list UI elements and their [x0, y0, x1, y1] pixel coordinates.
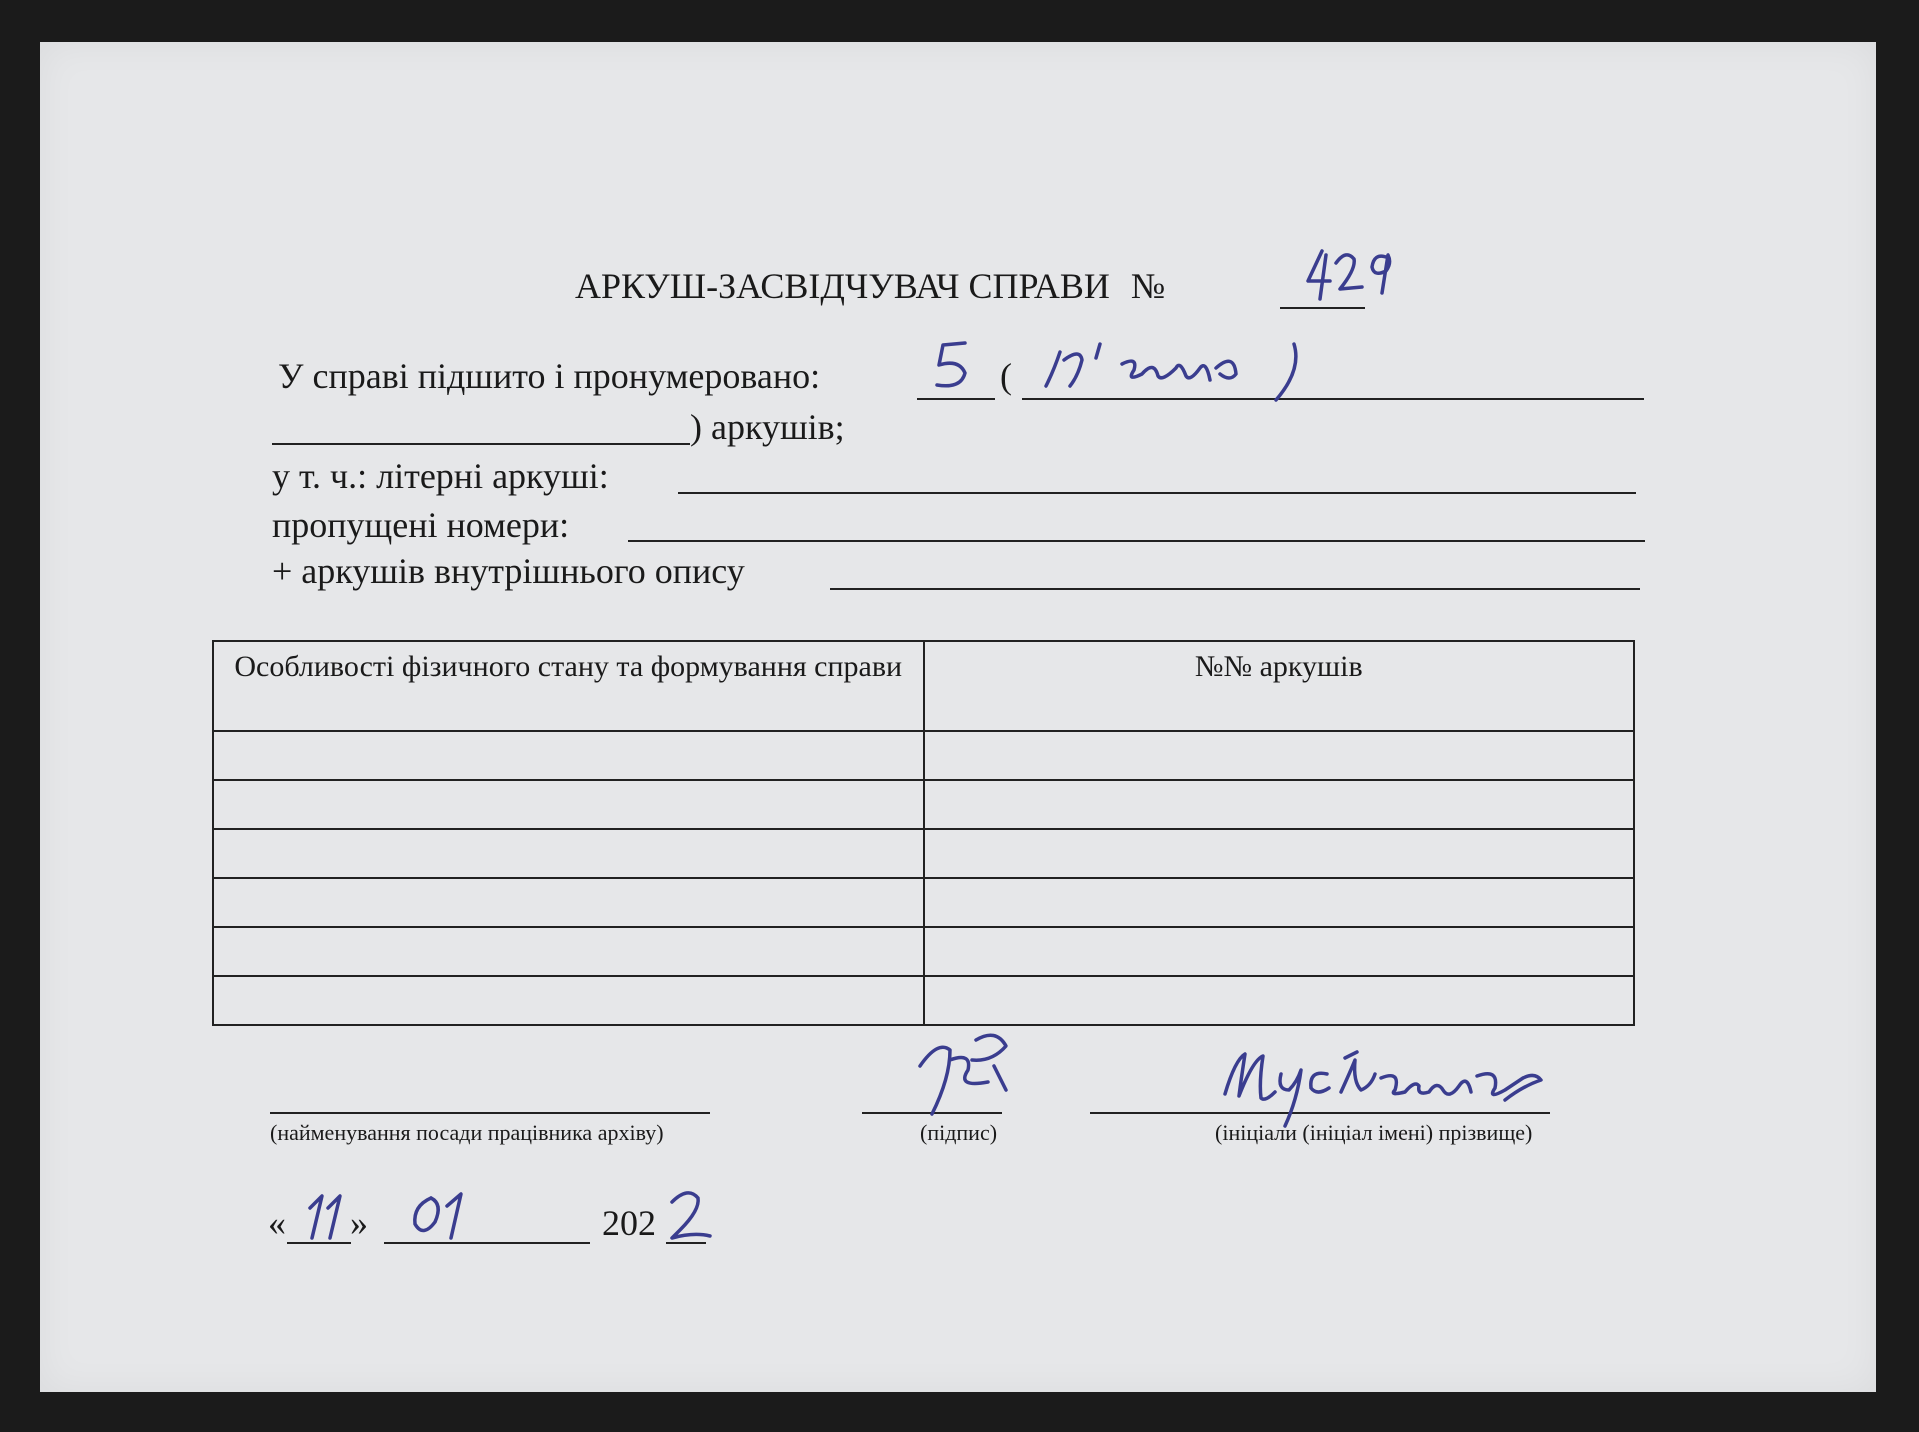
letter-sheets-line	[678, 492, 1636, 494]
internal-inventory-line	[830, 588, 1640, 590]
table-row	[213, 731, 1634, 780]
handwritten-pages-words	[1030, 330, 1330, 420]
number-sign: №	[1130, 266, 1166, 306]
name-caption: (ініціали (ініціал імені) прізвище)	[1215, 1120, 1533, 1145]
handwritten-date-day	[300, 1180, 360, 1250]
table-header-row	[213, 641, 1634, 731]
pages-words-continuation-line	[272, 443, 690, 445]
table-row	[213, 829, 1634, 878]
date-close-quote: »	[350, 1203, 368, 1243]
handwritten-pages-count	[925, 335, 985, 395]
document-title	[575, 268, 1165, 304]
pages-label: У справі підшито і пронумеровано:	[278, 356, 821, 396]
letter-sheets-label: у т. ч.: літерні аркуші:	[272, 456, 609, 496]
handwritten-name	[1205, 1030, 1585, 1140]
date-open-quote: «	[268, 1203, 286, 1243]
handwritten-signature	[910, 1030, 1030, 1120]
table-header-condition: Особливості фізичного стану та формування справи	[213, 641, 924, 731]
table-cell	[924, 731, 1635, 780]
table-row	[213, 976, 1634, 1025]
table-cell	[213, 927, 924, 976]
handwritten-date-year-digit	[660, 1180, 720, 1250]
position-line	[270, 1112, 710, 1114]
table-header-sheets: №№ аркушів	[924, 641, 1635, 731]
signature-caption: (підпис)	[920, 1120, 998, 1145]
table-cell	[924, 780, 1635, 829]
table-cell	[924, 976, 1635, 1025]
table-cell	[213, 878, 924, 927]
physical-condition-table	[212, 640, 1635, 1026]
table-cell	[213, 731, 924, 780]
table-cell	[213, 780, 924, 829]
internal-inventory-label: + аркушів внутрішнього опису	[272, 551, 745, 591]
table-cell	[924, 927, 1635, 976]
missed-numbers-label: пропущені номери:	[272, 505, 570, 545]
position-caption: (найменування посади працівника архіву)	[270, 1120, 664, 1145]
table-row	[213, 878, 1634, 927]
missed-numbers-line	[628, 540, 1645, 542]
table-row	[213, 927, 1634, 976]
handwritten-case-number	[1300, 245, 1420, 305]
table-cell	[213, 829, 924, 878]
table-row	[213, 780, 1634, 829]
table-cell	[924, 878, 1635, 927]
case-number-line	[1280, 307, 1365, 309]
table-cell	[213, 976, 924, 1025]
pages-count-line	[917, 398, 995, 400]
pages-open-paren: (	[1000, 356, 1012, 396]
title-label: АРКУШ-ЗАСВІДЧУВАЧ СПРАВИ	[575, 266, 1110, 306]
pages-suffix: ) аркушів;	[690, 407, 845, 447]
date-year-prefix: 202	[602, 1203, 656, 1243]
table-cell	[924, 829, 1635, 878]
handwritten-date-month	[405, 1180, 485, 1250]
